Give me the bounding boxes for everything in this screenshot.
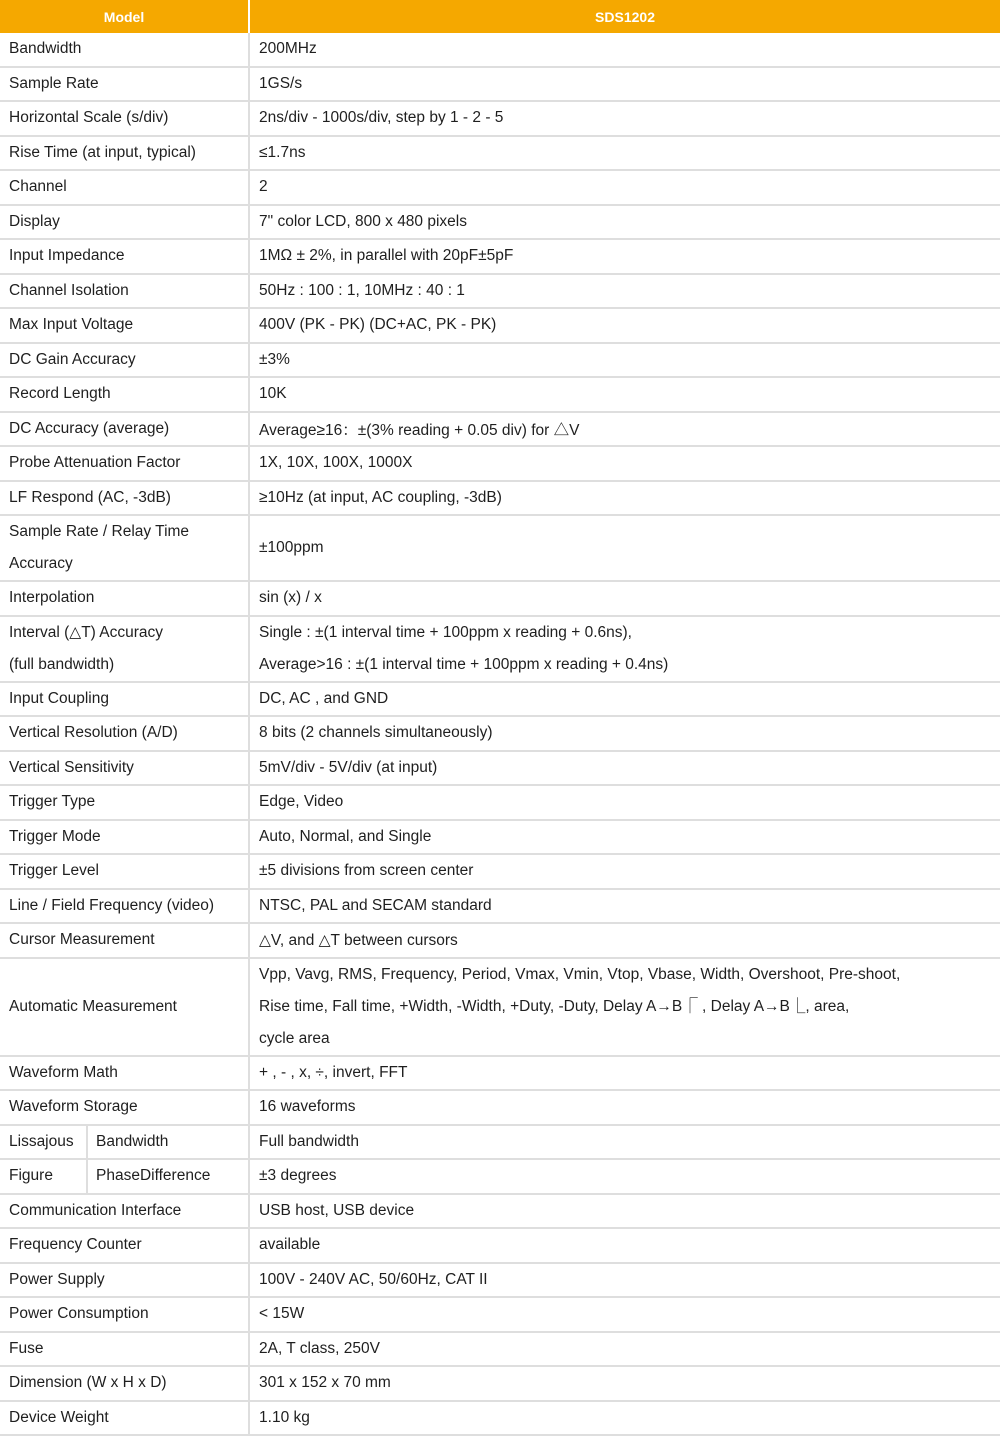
spec-label: Bandwidth xyxy=(0,33,249,67)
spec-value: 16 waveforms xyxy=(249,1090,1000,1125)
spec-value: DC, AC , and GND xyxy=(249,682,1000,717)
spec-label-line: Sample Rate / Relay Time xyxy=(9,523,190,540)
spec-row xyxy=(0,1366,1000,1401)
spec-value: Auto, Normal, and Single xyxy=(249,820,1000,855)
spec-label: DC Gain Accuracy xyxy=(0,343,249,378)
spec-value xyxy=(249,616,1000,682)
spec-row xyxy=(0,751,1000,786)
spec-value: ±5 divisions from screen center xyxy=(249,854,1000,889)
spec-label: Vertical Resolution (A/D) xyxy=(0,716,249,751)
spec-value: 100V - 240V AC, 50/60Hz, CAT II xyxy=(249,1263,1000,1298)
spec-row xyxy=(0,1159,1000,1194)
spec-label: Waveform Storage xyxy=(0,1090,249,1125)
spec-label-line: (full bandwidth) xyxy=(9,655,115,673)
spec-sublabel: Bandwidth xyxy=(87,1125,249,1160)
spec-row xyxy=(0,67,1000,102)
spec-row xyxy=(0,412,1000,447)
spec-label: Fuse xyxy=(0,1332,249,1367)
spec-value: available xyxy=(249,1228,1000,1263)
spec-value: ≥10Hz (at input, AC coupling, -3dB) xyxy=(249,481,1000,516)
spec-label: Communication Interface xyxy=(0,1194,249,1229)
spec-value: 200MHz xyxy=(249,33,1000,67)
spec-row xyxy=(0,205,1000,240)
spec-row xyxy=(0,308,1000,343)
spec-value: 1MΩ ± 2%, in parallel with 20pF±5pF xyxy=(249,239,1000,274)
spec-row xyxy=(0,1090,1000,1125)
spec-value-line: Vpp, Vavg, RMS, Frequency, Period, Vmax, Vmin, Vtop, Vbase, Width, Overshoot, Pre-shoot, xyxy=(259,965,901,983)
spec-label: Power Supply xyxy=(0,1263,249,1298)
spec-label: Trigger Mode xyxy=(0,820,249,855)
spec-value: 1X, 10X, 100X, 1000X xyxy=(249,446,1000,481)
spec-value: NTSC, PAL and SECAM standard xyxy=(249,889,1000,924)
spec-body xyxy=(0,33,1000,1435)
spec-row xyxy=(0,1263,1000,1298)
spec-label: Display xyxy=(0,205,249,240)
spec-label: LF Respond (AC, -3dB) xyxy=(0,481,249,516)
spec-label: Trigger Level xyxy=(0,854,249,889)
spec-row xyxy=(0,1125,1000,1160)
spec-label: Power Consumption xyxy=(0,1297,249,1332)
spec-value: 8 bits (2 channels simultaneously) xyxy=(249,716,1000,751)
spec-value-line: Rise time, Fall time, +Width, -Width, +Duty, -Duty, Delay A→B⎾ , Delay A→B⎿, area, xyxy=(259,997,850,1015)
spec-row xyxy=(0,1297,1000,1332)
spec-value-line: Average>16 : ±(1 interval time + 100ppm x reading + 0.4ns) xyxy=(259,655,669,673)
spec-label: Input Coupling xyxy=(0,682,249,717)
spec-value: Full bandwidth xyxy=(249,1125,1000,1160)
spec-row xyxy=(0,785,1000,820)
spec-value: 301 x 152 x 70 mm xyxy=(249,1366,1000,1401)
spec-value: 50Hz : 100 : 1, 10MHz : 40 : 1 xyxy=(249,274,1000,309)
spec-row xyxy=(0,481,1000,516)
spec-row xyxy=(0,854,1000,889)
spec-value: 2 xyxy=(249,170,1000,205)
spec-value: 10K xyxy=(249,377,1000,412)
spec-label: Frequency Counter xyxy=(0,1228,249,1263)
spec-value-line: Single : ±(1 interval time + 100ppm x reading + 0.6ns), xyxy=(259,623,632,641)
spec-value: Edge, Video xyxy=(249,785,1000,820)
spec-row xyxy=(0,1228,1000,1263)
spec-label: Device Weight xyxy=(0,1401,249,1436)
spec-value: 7" color LCD, 800 x 480 pixels xyxy=(249,205,1000,240)
spec-label: Dimension (W x H x D) xyxy=(0,1366,249,1401)
lissajous-group-label: Lissajous xyxy=(0,1125,87,1160)
spec-row xyxy=(0,343,1000,378)
spec-label: Channel xyxy=(0,170,249,205)
spec-label: Input Impedance xyxy=(0,239,249,274)
spec-value: ±3 degrees xyxy=(249,1159,1000,1194)
spec-value: sin (x) / x xyxy=(249,581,1000,616)
spec-label: Cursor Measurement xyxy=(0,923,249,958)
spec-row xyxy=(0,1056,1000,1091)
header-row xyxy=(0,0,1000,33)
spec-label: Sample Rate xyxy=(0,67,249,102)
spec-row xyxy=(0,274,1000,309)
spec-value: 2A, T class, 250V xyxy=(249,1332,1000,1367)
spec-value: △V, and △T between cursors xyxy=(249,923,1000,958)
spec-value: 1GS/s xyxy=(249,67,1000,102)
spec-row xyxy=(0,446,1000,481)
spec-row xyxy=(0,239,1000,274)
spec-row xyxy=(0,581,1000,616)
spec-label: Record Length xyxy=(0,377,249,412)
spec-row xyxy=(0,1401,1000,1436)
spec-value: ≤1.7ns xyxy=(249,136,1000,171)
spec-row xyxy=(0,1332,1000,1367)
spec-value-line: cycle area xyxy=(259,1029,330,1047)
spec-value: 1.10 kg xyxy=(249,1401,1000,1436)
spec-value xyxy=(249,958,1000,1056)
spec-row xyxy=(0,170,1000,205)
spec-value: < 15W xyxy=(249,1297,1000,1332)
spec-label: Channel Isolation xyxy=(0,274,249,309)
spec-row xyxy=(0,1194,1000,1229)
spec-label: Line / Field Frequency (video) xyxy=(0,889,249,924)
spec-value: 400V (PK - PK) (DC+AC, PK - PK) xyxy=(249,308,1000,343)
spec-value: 5mV/div - 5V/div (at input) xyxy=(249,751,1000,786)
spec-row xyxy=(0,889,1000,924)
spec-row xyxy=(0,515,1000,581)
spec-sublabel: PhaseDifference xyxy=(87,1159,249,1194)
spec-label: Max Input Voltage xyxy=(0,308,249,343)
spec-row xyxy=(0,923,1000,958)
spec-label-line: Accuracy xyxy=(9,555,73,572)
spec-value: Average≥16：±(3% reading + 0.05 div) for △V xyxy=(249,412,1000,447)
spec-label: Interpolation xyxy=(0,581,249,616)
spec-row xyxy=(0,682,1000,717)
spec-row xyxy=(0,33,1000,67)
spec-value: 2ns/div - 1000s/div, step by 1 - 2 - 5 xyxy=(249,101,1000,136)
header-model-name: SDS1202 xyxy=(249,0,1000,33)
spec-label: Automatic Measurement xyxy=(0,958,249,1056)
spec-row xyxy=(0,136,1000,171)
spec-label: DC Accuracy (average) xyxy=(0,412,249,447)
spec-row xyxy=(0,716,1000,751)
spec-value: USB host, USB device xyxy=(249,1194,1000,1229)
spec-label: Trigger Type xyxy=(0,785,249,820)
spec-row xyxy=(0,377,1000,412)
spec-value: ±3% xyxy=(249,343,1000,378)
spec-row xyxy=(0,101,1000,136)
spec-label: Vertical Sensitivity xyxy=(0,751,249,786)
spec-label xyxy=(0,616,249,682)
spec-row xyxy=(0,958,1000,1056)
lissajous-group-label: Figure xyxy=(0,1159,87,1194)
spec-label: Probe Attenuation Factor xyxy=(0,446,249,481)
spec-label-line: Interval (△T) Accuracy xyxy=(9,623,164,641)
spec-row xyxy=(0,820,1000,855)
spec-label: Rise Time (at input, typical) xyxy=(0,136,249,171)
spec-value: ±100ppm xyxy=(249,515,1000,581)
spec-label: Waveform Math xyxy=(0,1056,249,1091)
spec-value: + , - , x, ÷, invert, FFT xyxy=(249,1056,1000,1091)
header-model: Model xyxy=(0,0,249,33)
spec-row xyxy=(0,616,1000,682)
spec-label xyxy=(0,515,249,581)
spec-label: Horizontal Scale (s/div) xyxy=(0,101,249,136)
